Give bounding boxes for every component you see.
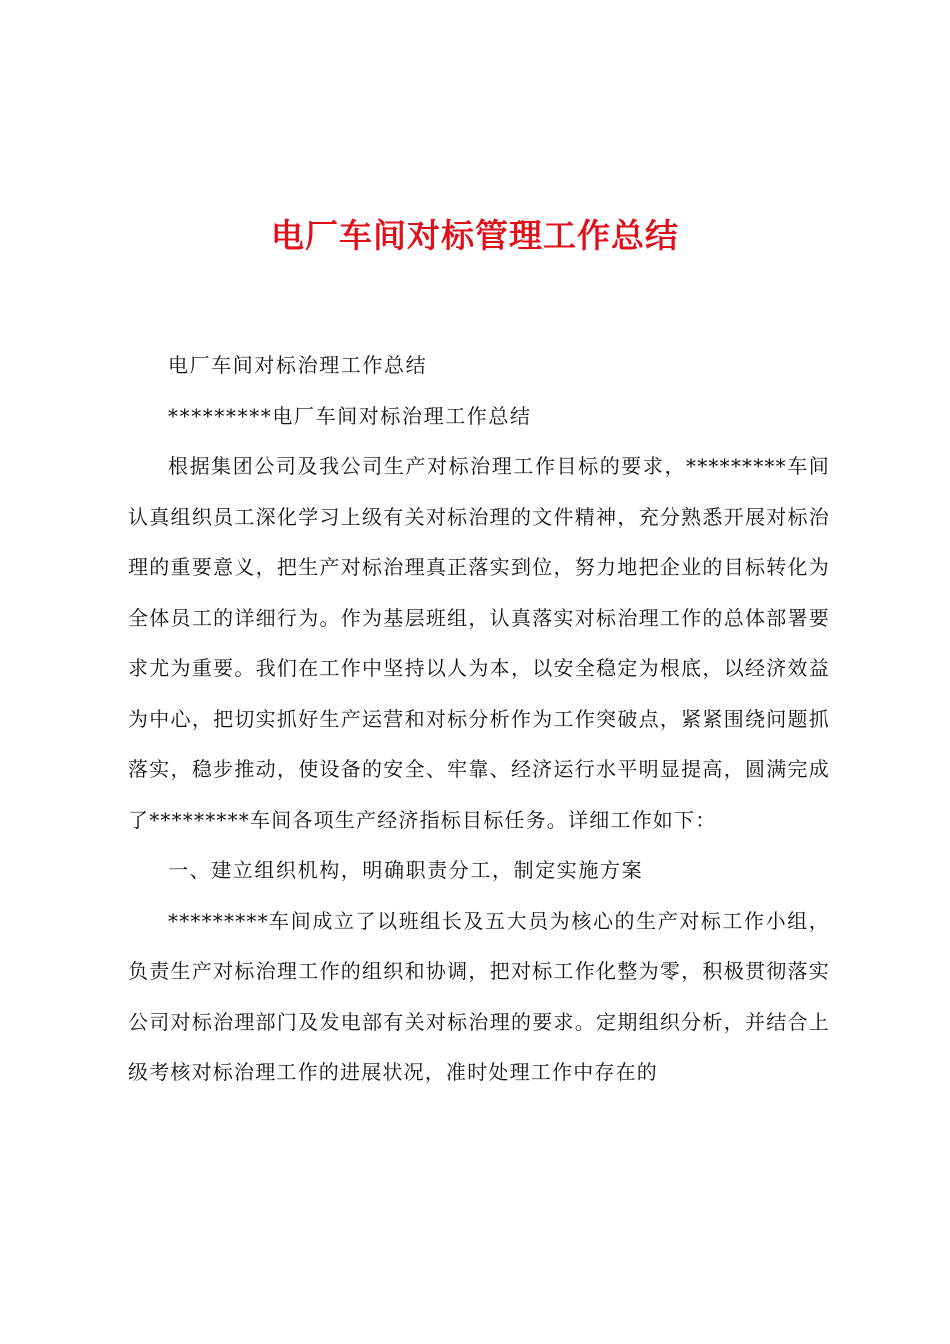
paragraph-heading: *********电厂车间对标治理工作总结 bbox=[168, 403, 532, 428]
paragraph-subtitle: 电厂车间对标治理工作总结 bbox=[168, 353, 428, 377]
paragraph-section-1: *********车间成立了以班组长及五大员为核心的生产对标工作小组，负责生产对标治理工作的组织和协调，把对标工作化整为零，积极贯彻落实公司对标治理部门及发电部有关对标治理的要求。定期组织分析，并结合上级考核对标治理工作的进展状况，准时处理工作中存在的 bbox=[128, 908, 830, 1084]
paragraph-intro: 根据集团公司及我公司生产对标治理工作目标的要求，*********车间认真组织员工深化学习上级有关对标治理的文件精神，充分熟悉开展对标治理的重要意义，把生产对标治理真正落实到位，努力地把企业的目标转化为全体员工的详细行为。作为基层班组，认真落实对标治理工作的总体部署要求尤为重要。我们在工作中坚持以人为本，以安全稳定为根底，以经济效益为中心，把切实抓好生产运营和对标分析作为工作突破点，紧紧围绕问题抓落实，稳步推动，使设备的安全、牢靠、经济运行水平明显提高，圆满完成了*********车间各项生产经济指标目标任务。详细工作如下： bbox=[128, 454, 830, 832]
document-body bbox=[128, 340, 830, 1098]
section-heading-1: 一、建立组织机构，明确职责分工，制定实施方案 bbox=[168, 858, 644, 882]
document-title: 电厂车间对标管理工作总结 bbox=[271, 216, 679, 255]
